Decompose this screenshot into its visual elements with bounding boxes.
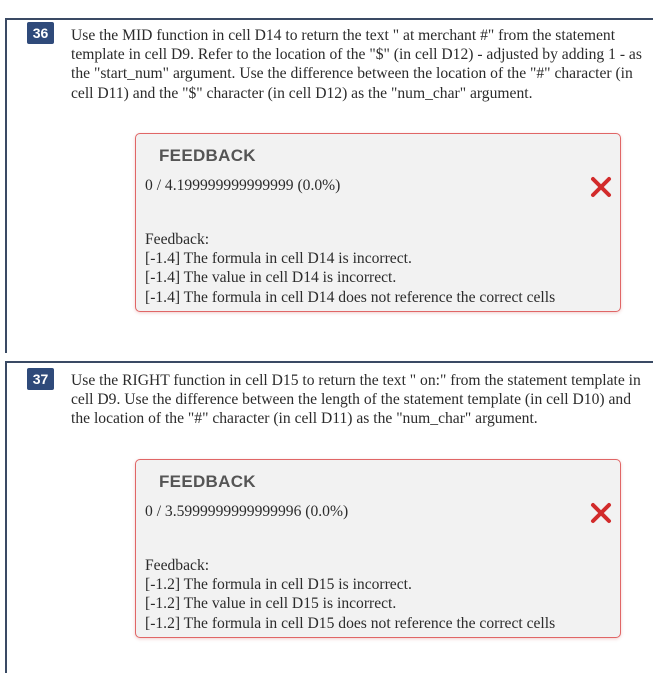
question-left-border: [5, 18, 7, 353]
question-divider: [5, 18, 653, 20]
feedback-details: [145, 230, 615, 307]
feedback-line: [-1.2] The value in cell D15 is incorrect.: [145, 595, 397, 613]
feedback-score: 0 / 3.5999999999999996 (0.0%): [145, 503, 349, 520]
feedback-panel: [135, 459, 621, 638]
question-prompt: Use the MID function in cell D14 to return the text " at merchant #" from the statement template in cell D9. Refer to the location of the "$" (in cell D12) - adjusted by adding 1 - as the "start_num" argument. Use the difference between the location of the "#" character (in cell D11) and the "$" character (in cell D12) as the "num_char" argument.: [71, 27, 642, 102]
question-divider: [5, 361, 653, 363]
feedback-score: 0 / 4.199999999999999 (0.0%): [145, 177, 341, 194]
feedback-heading: Feedback:: [145, 557, 210, 574]
question-number-badge: 36: [27, 22, 54, 44]
question-prompt: Use the RIGHT function in cell D15 to return the text " on:" from the statement template in cell D9. Use the difference between the length of the statement template (in cell D10) and the location of the "#" character (in cell D11) as the "num_char" argument.: [71, 372, 641, 428]
feedback-heading: Feedback:: [145, 231, 210, 248]
question-left-border: [5, 361, 7, 673]
feedback-line: [-1.4] The value in cell D14 is incorrect.: [145, 269, 397, 287]
x-icon: [590, 176, 612, 198]
feedback-line: [-1.4] The formula in cell D14 does not reference the correct cells: [145, 288, 556, 306]
feedback-line: [-1.2] The formula in cell D15 is incorrect.: [145, 576, 412, 594]
feedback-title: FEEDBACK: [159, 472, 256, 491]
feedback-line: [-1.4] The formula in cell D14 is incorrect.: [145, 250, 412, 268]
question-37: [0, 361, 671, 673]
feedback-title: FEEDBACK: [159, 146, 256, 165]
feedback-line: [-1.2] The formula in cell D15 does not reference the correct cells: [145, 614, 556, 632]
x-icon: [590, 502, 612, 524]
feedback-panel: [135, 133, 621, 312]
question-number-badge: 37: [27, 368, 54, 390]
feedback-details: [145, 556, 615, 633]
question-36: [0, 18, 671, 353]
